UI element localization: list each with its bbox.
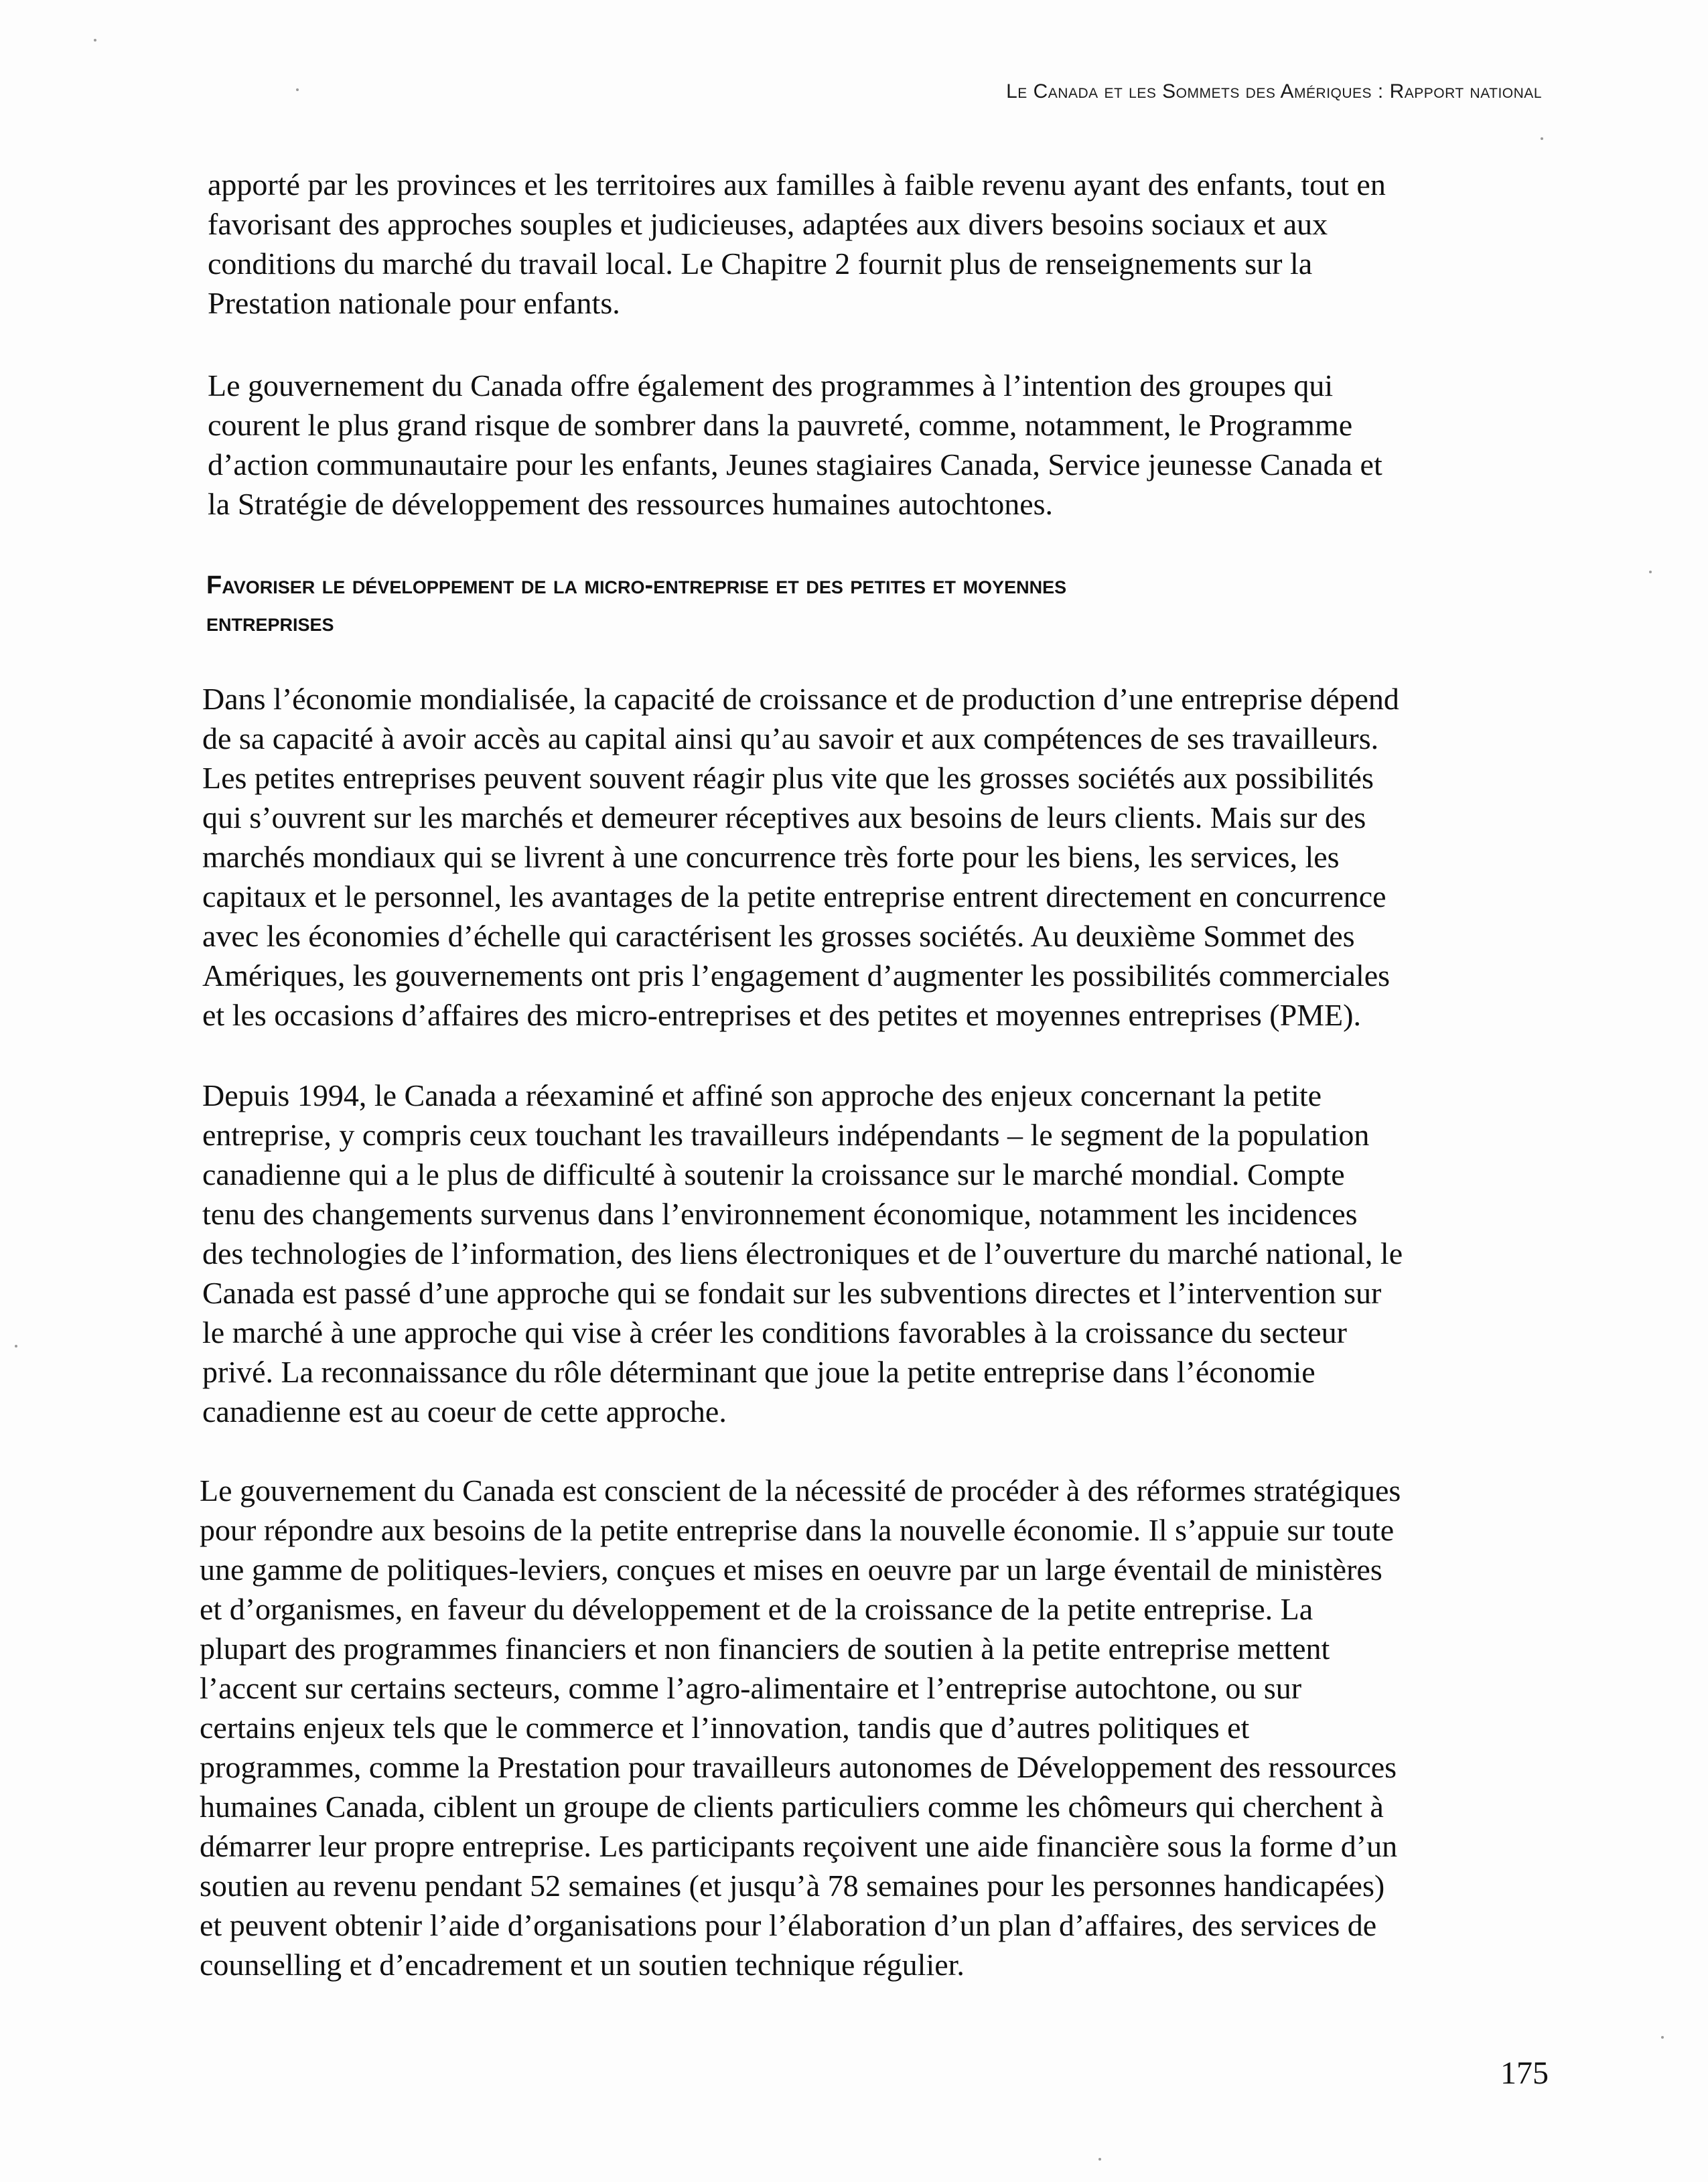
paragraph-line: privé. La reconnaissance du rôle déterminant que joue la petite entreprise dans l’économie [202,1355,1315,1389]
paragraph-line: favorisant des approches souples et judicieuses, adaptées aux divers besoins sociaux et aux [208,207,1328,241]
paragraph-line: des technologies de l’information, des liens électroniques et de l’ouverture du marché national, le [202,1236,1403,1270]
paragraph-line: Prestation nationale pour enfants. [208,286,620,320]
paragraph-line: démarrer leur propre entreprise. Les participants reçoivent une aide financière sous la forme d’un [200,1829,1398,1863]
paragraph-line: pour répondre aux besoins de la petite entreprise dans la nouvelle économie. Il s’appuie sur toute [200,1513,1395,1547]
paragraph-line: Canada est passé d’une approche qui se fondait sur les subventions directes et l’intervention sur [202,1276,1382,1310]
scan-speck [1649,571,1652,573]
paragraph-1 [208,165,1386,323]
paragraph-line: et peuvent obtenir l’aide d’organisations pour l’élaboration d’un plan d’affaires, des services de [200,1908,1377,1942]
paragraph-line: Les petites entreprises peuvent souvent réagir plus vite que les grosses sociétés aux possibilités [202,761,1374,795]
paragraph-line: entreprise, y compris ceux touchant les travailleurs indépendants – le segment de la population [202,1118,1370,1152]
paragraph-line: de sa capacité à avoir accès au capital ainsi qu’au savoir et aux compétences de ses travailleurs. [202,721,1379,755]
paragraph-line: humaines Canada, ciblent un groupe de clients particuliers comme les chômeurs qui cherchent à [200,1790,1384,1824]
paragraph-line: Amériques, les gouvernements ont pris l’engagement d’augmenter les possibilités commerciales [202,958,1391,993]
paragraph-line: canadienne est au coeur de cette approche. [202,1394,727,1429]
page-number: 175 [1500,2055,1549,2091]
paragraph-line: plupart des programmes financiers et non financiers de soutien à la petite entreprise mettent [200,1631,1330,1666]
paragraph-line: counselling et d’encadrement et un soutien technique régulier. [200,1948,965,1982]
paragraph-line: Le gouvernement du Canada offre également des programmes à l’intention des groupes qui [208,368,1334,403]
paragraph-line: certains enjeux tels que le commerce et l’innovation, tandis que d’autres politiques et [200,1711,1250,1745]
scan-speck [94,39,96,42]
scan-speck [15,1345,17,1348]
running-header: Le Canada et les Sommets des Amériques : Rapport national [1006,80,1542,102]
paragraph-line: programmes, comme la Prestation pour travailleurs autonomes de Développement des ressources [200,1750,1397,1784]
scan-speck [296,88,299,91]
paragraph-line: courent le plus grand risque de sombrer dans la pauvreté, comme, notamment, le Programme [208,408,1353,442]
section-heading-line: entreprises [206,609,334,637]
paragraph-line: la Stratégie de développement des ressources humaines autochtones. [208,487,1054,521]
section-heading-line: Favoriser le développement de la micro-entreprise et des petites et moyennes [206,571,1067,599]
paragraph-line: qui s’ouvrent sur les marchés et demeurer réceptives aux besoins de leurs clients. Mais sur des [202,800,1366,834]
paragraph-line: Dans l’économie mondialisée, la capacité de croissance et de production d’une entreprise dépend [202,682,1399,716]
paragraph-line: tenu des changements survenus dans l’environnement économique, notamment les incidences [202,1197,1358,1231]
paragraph-line: apporté par les provinces et les territoires aux familles à faible revenu ayant des enfants, tout en [208,167,1386,202]
paragraph-line: et d’organismes, en faveur du développement et de la croissance de la petite entreprise. La [200,1592,1313,1626]
paragraph-line: l’accent sur certains secteurs, comme l’agro-alimentaire et l’entreprise autochtone, ou sur [200,1671,1302,1705]
paragraph-line: marchés mondiaux qui se livrent à une concurrence très forte pour les biens, les services, les [202,840,1340,874]
paragraph-line: soutien au revenu pendant 52 semaines (et jusqu’à 78 semaines pour les personnes handicapées) [200,1869,1385,1903]
section-paragraph-1 [202,679,1399,1035]
scan-speck [1541,137,1543,140]
paragraph-line: et les occasions d’affaires des micro-entreprises et des petites et moyennes entreprises (PME). [202,998,1361,1032]
paragraph-line: une gamme de politiques-leviers, conçues et mises en oeuvre par un large éventail de ministères [200,1552,1382,1587]
paragraph-line: le marché à une approche qui vise à créer les conditions favorables à la croissance du secteur [202,1315,1347,1350]
paragraph-line: Le gouvernement du Canada est conscient de la nécessité de procéder à des réformes stratégiques [200,1473,1401,1508]
paragraph-line: conditions du marché du travail local. Le Chapitre 2 fournit plus de renseignements sur la [208,246,1313,281]
paragraph-line: d’action communautaire pour les enfants, Jeunes stagiaires Canada, Service jeunesse Canada et [208,447,1382,482]
paragraph-line: capitaux et le personnel, les avantages de la petite entreprise entrent directement en concurrence [202,879,1386,914]
paragraph-line: canadienne qui a le plus de difficulté à soutenir la croissance sur le marché mondial. Compte [202,1157,1345,1191]
paragraph-2 [208,366,1382,524]
section-heading [206,567,1512,642]
scan-speck [1098,2158,1101,2161]
section-paragraph-3 [200,1471,1401,1984]
section-paragraph-2 [202,1076,1403,1431]
paragraph-line: avec les économies d’échelle qui caractérisent les grosses sociétés. Au deuxième Sommet des [202,919,1355,953]
scan-speck [1661,2036,1664,2039]
paragraph-line: Depuis 1994, le Canada a réexaminé et affiné son approche des enjeux concernant la petite [202,1078,1322,1112]
